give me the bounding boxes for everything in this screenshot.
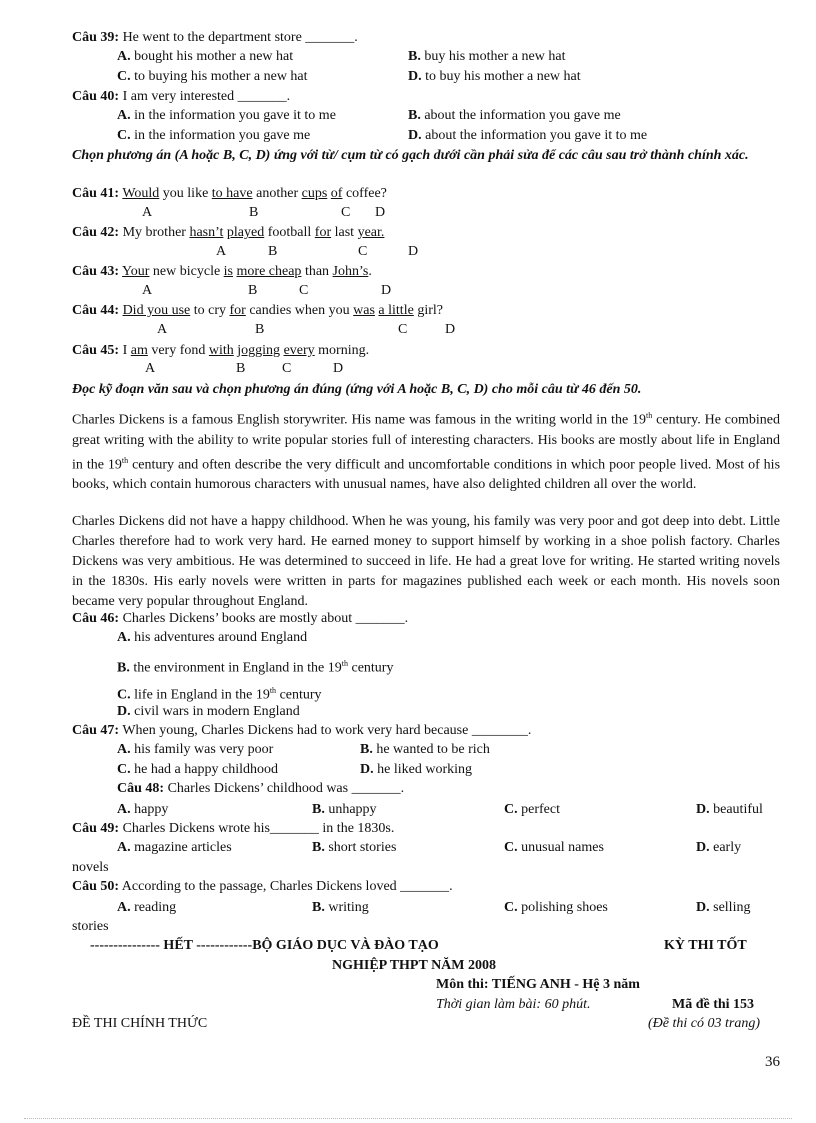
official-exam-label: ĐỀ THI CHÍNH THỨC [72, 1016, 208, 1031]
exam-time: Thời gian làm bài: 60 phút. [436, 997, 591, 1012]
question-44: Câu 44: Did you use to cry for candies when you was a little girl? [72, 303, 443, 318]
page-number: 36 [765, 1054, 780, 1070]
question-40: Câu 40: I am very interested _______. [72, 89, 291, 104]
question-42: Câu 42: My brother hasn’t played football for last year. [72, 225, 385, 240]
q42-letter-a[interactable]: A [216, 244, 227, 259]
q50-option-d[interactable]: D. selling [696, 900, 751, 915]
q39-option-b[interactable]: B. buy his mother a new hat [408, 49, 566, 64]
q39-option-c[interactable]: C. to buying his mother a new hat [117, 69, 308, 84]
q46-option-a[interactable]: A. his adventures around England [117, 630, 308, 645]
instruction-reading: Đọc kỹ đoạn văn sau và chọn phương án đúng (ứng với A hoặc B, C, D) cho mỗi câu từ 46 đến 50. [72, 382, 642, 397]
q42-letter-c[interactable]: C [358, 244, 368, 259]
q40-option-c[interactable]: C. in the information you gave me [117, 128, 311, 143]
q49-option-d[interactable]: D. early [696, 840, 742, 855]
instruction-error-identification: Chọn phương án (A hoặc B, C, D) ứng với từ/ cụm từ có gạch dưới cần phải sửa để các câu sau trở thành chính xác. [72, 148, 749, 163]
q40-option-d[interactable]: D. about the information you gave it to me [408, 128, 648, 143]
q39-option-a[interactable]: A. bought his mother a new hat [117, 49, 294, 64]
q41-letter-a[interactable]: A [142, 205, 153, 220]
q43-letter-a[interactable]: A [142, 283, 153, 298]
q41-letter-b[interactable]: B [249, 205, 259, 220]
question-47: Câu 47: When young, Charles Dickens had to work very hard because ________. [72, 723, 532, 738]
q45-letter-a[interactable]: A [145, 361, 156, 376]
page-bottom-divider [24, 1118, 792, 1119]
q47-option-b[interactable]: B. he wanted to be rich [360, 742, 490, 757]
exam-title-part1: KỲ THI TỐT [664, 938, 747, 953]
q47-option-a[interactable]: A. his family was very poor [117, 742, 274, 757]
q48-option-c[interactable]: C. perfect [504, 802, 560, 817]
q44-letter-d[interactable]: D [445, 322, 456, 337]
q40-option-a[interactable]: A. in the information you gave it to me [117, 108, 336, 123]
q46-option-b[interactable]: B. the environment in England in the 19th century [117, 659, 394, 676]
passage-paragraph-2: Charles Dickens did not have a happy childhood. When he was young, his family was very poor and got deep into debt. Little Charles therefore had to work very hard. He earned money to support himself by working in a shoe polish factory. Charles Dickens was very ambitious. He was determined to succeed in life. He had a great love for writing. He started writing novels in the 1830s. His early novels were written in parts for magazines published each week or each month. His novels soon became very popular throughout England. [72, 514, 780, 609]
question-39: Câu 39: He went to the department store _______. [72, 30, 358, 45]
q47-option-c[interactable]: C. he had a happy childhood [117, 762, 278, 777]
q45-letter-b[interactable]: B [236, 361, 246, 376]
question-49: Câu 49: Charles Dickens wrote his_______ in the 1830s. [72, 821, 395, 836]
q39-option-d[interactable]: D. to buy his mother a new hat [408, 69, 581, 84]
q44-letter-a[interactable]: A [157, 322, 168, 337]
q45-letter-c[interactable]: C [282, 361, 292, 376]
q50-option-c[interactable]: C. polishing shoes [504, 900, 608, 915]
q50-option-a[interactable]: A. reading [117, 900, 177, 915]
q41-letter-d[interactable]: D [375, 205, 386, 220]
q49-option-c[interactable]: C. unusual names [504, 840, 604, 855]
exam-subject: Môn thi: TIẾNG ANH - Hệ 3 năm [436, 977, 640, 992]
q48-option-d[interactable]: D. beautiful [696, 802, 763, 817]
exam-title-part2: NGHIỆP THPT NĂM 2008 [332, 958, 497, 973]
q50-option-d-wrap: stories [72, 919, 109, 934]
q40-option-b[interactable]: B. about the information you gave me [408, 108, 621, 123]
question-50: Câu 50: According to the passage, Charles Dickens loved _______. [72, 879, 453, 894]
question-45: Câu 45: I am very fond with jogging every morning. [72, 343, 370, 358]
q48-option-a[interactable]: A. happy [117, 802, 169, 817]
q46-option-d[interactable]: D. civil wars in modern England [117, 704, 300, 719]
q47-option-d[interactable]: D. he liked working [360, 762, 472, 777]
q44-letter-c[interactable]: C [398, 322, 408, 337]
q49-option-d-wrap: novels [72, 860, 109, 875]
page-count-note: (Đề thi có 03 trang) [648, 1016, 760, 1031]
end-marker: --------------- HẾT ------------BỘ GIÁO DỤC VÀ ĐÀO TẠO [90, 938, 439, 953]
q42-letter-b[interactable]: B [268, 244, 278, 259]
q49-option-a[interactable]: A. magazine articles [117, 840, 232, 855]
q50-option-b[interactable]: B. writing [312, 900, 369, 915]
q44-letter-b[interactable]: B [255, 322, 265, 337]
q48-option-b[interactable]: B. unhappy [312, 802, 377, 817]
q41-letter-c[interactable]: C [341, 205, 351, 220]
question-41: Câu 41: Would you like to have another cups of coffee? [72, 186, 387, 201]
passage-paragraph-1: Charles Dickens is a famous English storywriter. His name was famous in the writing world in the 19th century. He combined great writing with the ability to write popular stories full of interesting characters. His books are mostly about life in England in the 19th century and often describe the very difficult and uncomfortable conditions in which poor people lived. Most of his books, which contain humorous characters with unusual names, have also delighted children all over the world. [72, 411, 781, 493]
question-48: Câu 48: Charles Dickens’ childhood was _______. [117, 781, 405, 796]
q46-option-c[interactable]: C. life in England in the 19th century [117, 686, 322, 703]
exam-code: Mã đề thi 153 [672, 997, 755, 1012]
q45-letter-d[interactable]: D [333, 361, 344, 376]
q42-letter-d[interactable]: D [408, 244, 419, 259]
question-46: Câu 46: Charles Dickens’ books are mostly about _______. [72, 611, 409, 626]
q43-letter-b[interactable]: B [248, 283, 258, 298]
q43-letter-c[interactable]: C [299, 283, 309, 298]
q43-letter-d[interactable]: D [381, 283, 392, 298]
question-43: Câu 43: Your new bicycle is more cheap than John’s. [72, 264, 372, 279]
q49-option-b[interactable]: B. short stories [312, 840, 397, 855]
